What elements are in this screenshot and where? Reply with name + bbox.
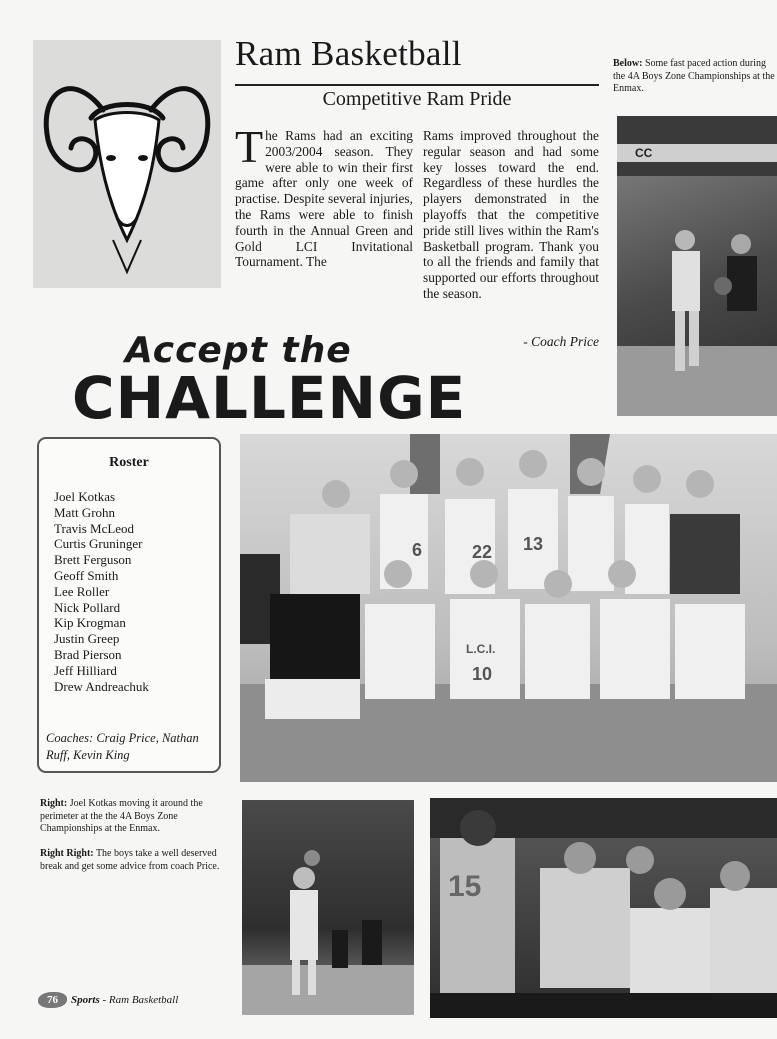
jersey-15: 15 [448, 870, 482, 903]
jersey-6: 6 [412, 540, 423, 560]
roster-player: Matt Grohn [54, 504, 116, 520]
page-subtitle: Competitive Ram Pride [322, 88, 512, 110]
slogan-line-2: CHALLENGE [72, 364, 467, 432]
title-rule [235, 84, 599, 86]
page-footer [38, 992, 178, 1008]
caption-right-right-label: Right Right: [40, 848, 94, 859]
caption-right [40, 798, 228, 836]
caption-right-right [40, 848, 228, 873]
slogan-line-1: Accept the [125, 330, 352, 371]
caption-right-label: Right: [40, 798, 68, 809]
team-huddle-photo [430, 798, 777, 1018]
article-column-1 [235, 121, 413, 270]
caption-below [613, 58, 777, 96]
roster-player: Drew Andreachuk [54, 678, 149, 694]
ram-logo [33, 40, 221, 288]
roster-player: Brad Pierson [54, 646, 122, 662]
roster-player: Joel Kotkas [54, 489, 116, 504]
footer-section: Sports [71, 994, 100, 1006]
roster-player: Justin Greep [54, 631, 120, 647]
drop-cap: T [235, 121, 264, 172]
action-photo-bottom-left [242, 800, 414, 1015]
roster-title: Roster [109, 455, 149, 470]
roster-player: Jeff Hilliard [54, 662, 117, 678]
signature: - Coach Price [523, 334, 599, 349]
caption-below-label: Below: [613, 58, 643, 69]
coaches-list: Coaches: Craig Price, Nathan Ruff, Kevin King [46, 731, 199, 762]
footer-topic: Ram Basketball [108, 994, 179, 1006]
banner-cc: CC [635, 146, 653, 160]
article-column-2: Rams improved throughout the regular season and had some key losses toward the end. Regardless of these hurdles the players demonstrated in the playoffs that the competitive pride still lives within the Ram's Basketball program. Thank you to all the friends and family that supported our efforts throughout the season. [423, 128, 599, 301]
jersey-10: 10 [472, 664, 493, 684]
footer-separator: - [99, 994, 109, 1006]
roster-list [54, 489, 149, 694]
caption-right-right-text: The boys take a well deserved break and get some advice from coach Price. [40, 848, 220, 872]
roster-player: Lee Roller [54, 583, 110, 599]
article-text-1: he Rams had an exciting 2003/2004 season. They were able to win their first game after only one week of practise. Despite several injuries, the Rams were able to finish fourth in the Annual Green and Gold LCI Invitational Tournament. The [235, 128, 413, 270]
caption-below-text: Some fast paced action during the 4A Boys Zone Championships at the Enmax. [613, 58, 775, 94]
page-title: Ram Basketball [235, 34, 462, 73]
roster-player: Travis McLeod [54, 520, 135, 536]
team-photo [240, 434, 777, 782]
roster-player: Kip Krogman [54, 615, 126, 631]
jersey-13: 13 [523, 534, 544, 554]
roster-player: Curtis Gruninger [54, 536, 143, 552]
roster-player: Nick Pollard [54, 599, 121, 615]
roster-player: Brett Ferguson [54, 552, 132, 568]
jersey-team-label: L.C.I. [466, 642, 496, 656]
caption-right-text: Joel Kotkas moving it around the perimeter at the the 4A Boys Zone Championships at the Enmax. [40, 798, 203, 834]
page-number: 76 [38, 992, 67, 1008]
roster-player: Geoff Smith [54, 567, 119, 583]
jersey-22: 22 [472, 542, 493, 562]
action-photo-top [617, 116, 777, 416]
